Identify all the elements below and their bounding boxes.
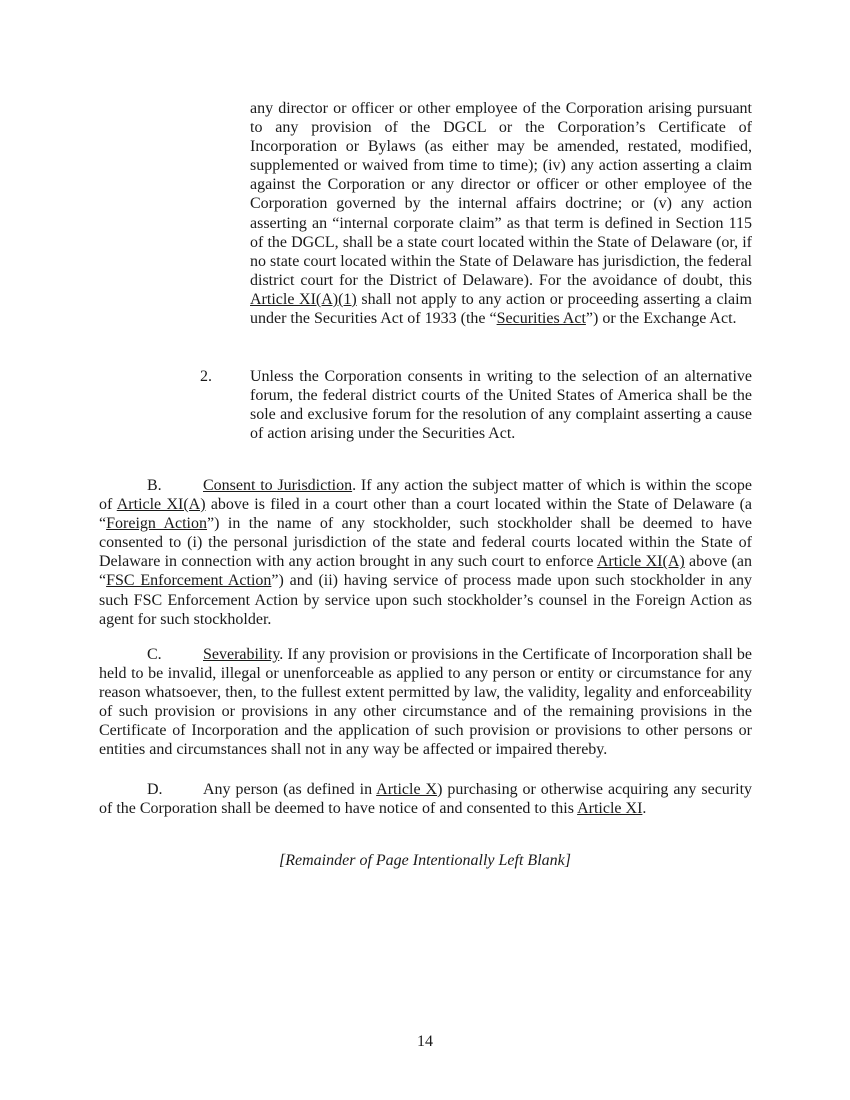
paragraph-text: above (an “ <box>99 553 752 590</box>
paragraph-text: . <box>642 800 647 818</box>
paragraph-text: any director or officer or other employee of the Corporation arising pursuant to any provision of the DGCL or the Corporation’s Certificate of Incorporation or Bylaws (as either may be amended, restated, modified, supplemented or waived from time to time); (iv) any action asserting a claim against the Corporation or any director or officer or other employee of the Corporation governed by the internal affairs doctrine; or (v) any action asserting an “internal corporate claim” as that term is defined in Section 115 of the DGCL, shall be a state court located within the State of Delaware (or, if no state court located within the State of Delaware has jurisdiction, the federal district court for the District of Delaware). For the avoidance of doubt, this <box>250 100 752 289</box>
section-d <box>99 780 752 818</box>
section-heading: Consent to Jurisdiction <box>203 477 353 494</box>
paragraph-text: above is filed in a court other than a court located within the State of Delaware (a “ <box>99 496 752 533</box>
paragraph-text: ) purchasing or otherwise acquiring any security of the Corporation shall be deemed to have notice of and consented to this <box>99 781 753 818</box>
paragraph-text: . If any provision or provisions in the Certificate of Incorporation shall be held to be invalid, illegal or unenforceable as applied to any person or entity or circumstance for any reason whatsoever, then, to the fullest extent permitted by law, the validity, legality and enforceability of such provision or provisions in any other circumstance and of the remaining provisions in the Certificate of Incorporation and the application of such provision or provisions to other persons or entities and circumstances shall not in any way be affected or impaired thereby. <box>99 646 752 759</box>
item-text: Unless the Corporation consents in writing to the selection of an alternative forum, the federal district courts of the United States of America shall be the sole and exclusive forum for the resolution of any complaint asserting a cause of action arising under the Securities Act. <box>250 368 752 443</box>
defined-term: FSC Enforcement Action <box>106 572 272 590</box>
section-letter: C. <box>147 646 162 663</box>
section-letter: B. <box>147 477 162 494</box>
section-letter: D. <box>147 781 163 798</box>
remainder-notice: [Remainder of Page Intentionally Left Blank] <box>279 852 571 869</box>
paragraph-text: Any person (as defined in <box>203 781 377 798</box>
article-reference: Article XI(A) <box>596 553 685 571</box>
continuation-paragraph <box>250 99 752 328</box>
defined-term: Securities Act <box>496 310 586 328</box>
article-reference: Article XI(A) <box>116 496 206 514</box>
paragraph-text: ”) in the name of any stockholder, such stockholder shall be deemed to have consented to (i) the personal jurisdiction of the state and federal courts located within the State of Delaware in connection with any action brought in any such court to enforce <box>99 515 753 571</box>
section-c <box>99 645 752 760</box>
article-reference: Article X <box>376 781 438 798</box>
paragraph-text: . If any action the subject matter of which is within the scope of <box>99 477 752 514</box>
defined-term: Foreign Action <box>106 515 207 533</box>
paragraph-text: ”) or the Exchange Act. <box>585 310 737 328</box>
paragraph-text: shall not apply to any action or proceeding asserting a claim under the Securities Act of 1933 (the “ <box>250 290 752 328</box>
article-reference: Article XI <box>577 800 643 818</box>
article-reference: Article XI(A)(1) <box>250 290 357 308</box>
paragraph-text: ”) and (ii) having service of process made upon such stockholder in any such FSC Enforcement Action by service upon such stockholder’s counsel in the Foreign Action as agent for such stockholder. <box>99 572 752 628</box>
page-number: 14 <box>417 1033 433 1050</box>
item-number: 2. <box>200 368 212 385</box>
section-b <box>99 476 752 629</box>
section-heading: Severability <box>203 646 280 663</box>
